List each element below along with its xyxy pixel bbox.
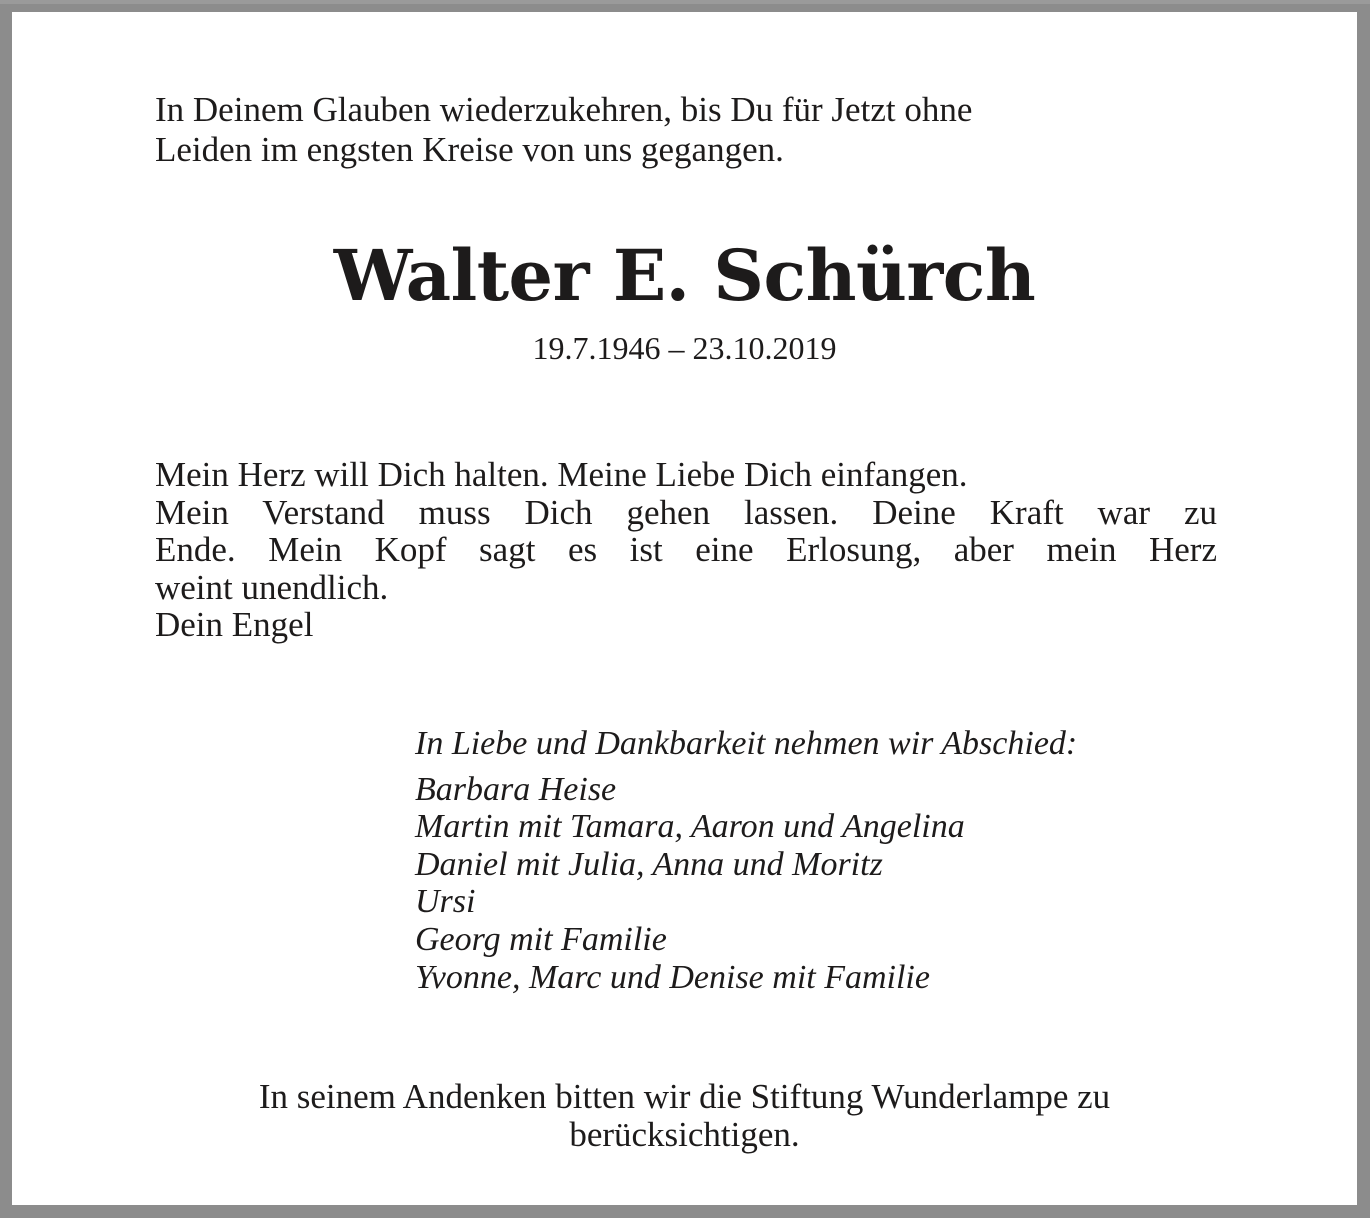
poem-signature: Dein Engel (155, 605, 314, 645)
mourner-name: Ursi (415, 883, 476, 921)
obituary-notice (12, 12, 1357, 1205)
mourner-name: Georg mit Familie (415, 920, 667, 958)
poem-line: Mein Verstand muss Dich gehen lassen. Deine Kraft war zu (155, 492, 1217, 532)
mourners-heading: In Liebe und Dankbarkeit nehmen wir Abschied: (415, 725, 1078, 762)
intro-text (155, 90, 1215, 170)
closing-note (12, 1078, 1357, 1154)
closing-line: In seinem Andenken bitten wir die Stiftung Wunderlampe zu (258, 1077, 1111, 1116)
closing-line: berücksichtigen. (569, 1115, 800, 1154)
poem-line: Ende. Mein Kopf sagt es ist eine Erlosung, aber mein Herz (155, 530, 1217, 570)
intro-line: In Deinem Glauben wiederzukehren, bis Du für Jetzt ohne (155, 90, 973, 129)
mourner-name: Daniel mit Julia, Anna und Moritz (415, 845, 883, 883)
poem-text (155, 456, 1217, 644)
poem-line: weint unendlich. (155, 567, 389, 607)
poem-line: Mein Herz will Dich halten. Meine Liebe Dich einfangen. (155, 455, 968, 494)
intro-line: Leiden im engsten Kreise von uns gegangen. (155, 130, 784, 169)
life-dates: 19.7.1946 – 23.10.2019 (532, 330, 837, 366)
mourner-name: Yvonne, Marc und Denise mit Familie (415, 958, 930, 996)
mourner-name: Martin mit Tamara, Aaron und Angelina (415, 808, 965, 846)
deceased-name: Walter E. Schürch (333, 234, 1036, 317)
frame-top-border (0, 0, 1370, 4)
mourner-name: Barbara Heise (415, 770, 617, 808)
mourners-block (415, 725, 1245, 996)
